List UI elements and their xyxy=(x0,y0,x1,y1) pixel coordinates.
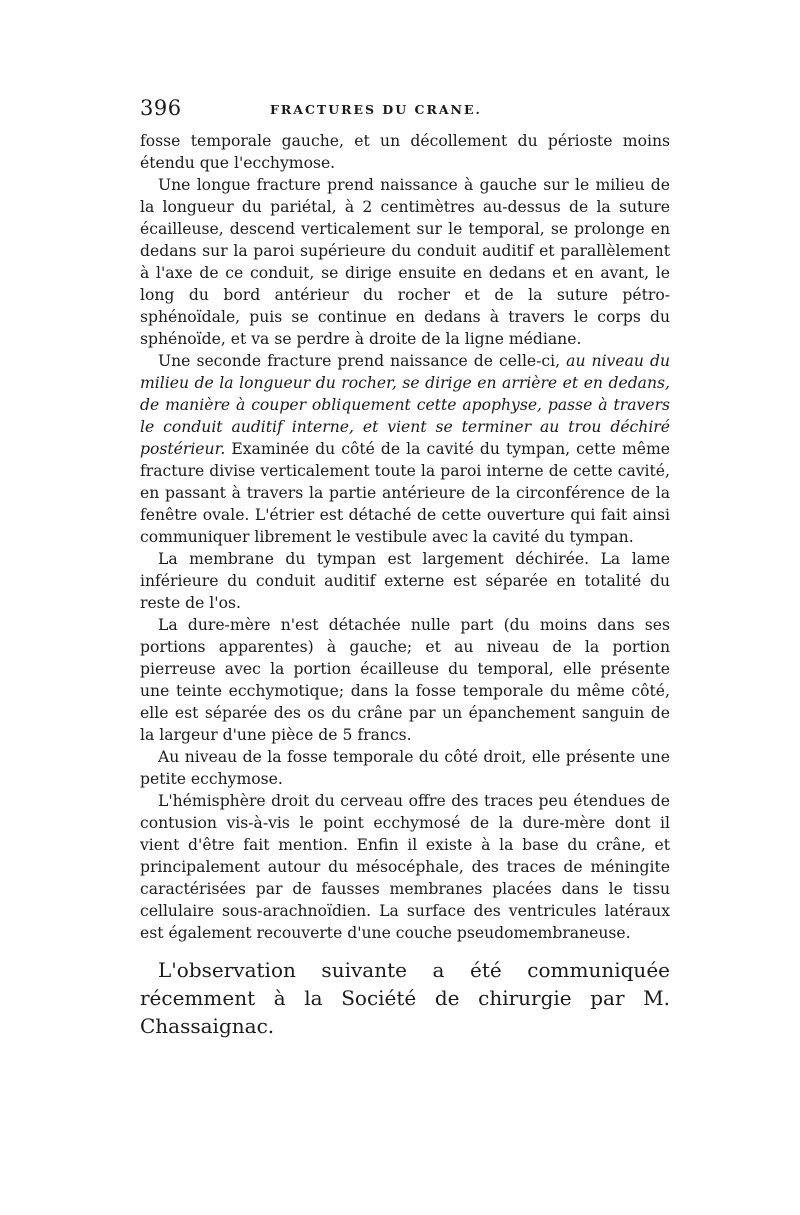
closing-paragraph: L'observation suivante a été communiquée récemment à la Société de chirurgie par M. Chassaignac. xyxy=(140,958,670,1038)
running-title: FRACTURES DU CRANE. xyxy=(270,102,482,117)
paragraph-right-fossa: Au niveau de la fosse temporale du côté droit, elle présente une petite ecchymose. xyxy=(140,748,670,788)
paragraph-hemisphere: L'hémisphère droit du cerveau offre des traces peu étendues de contusion vis-à-vis le point ecchymosé de la dure-mère dont il vient d'être fait mention. Enfin il existe à la base du crâne, et principalement autour du mésocéphale, des traces de méningite caractérisées par de fausses membranes placées dans le tissu cellulaire sous-arachnoïdien. La surface des ventricules latéraux est également recouverte d'une couche pseudomembraneuse. xyxy=(140,792,670,942)
paragraph-second-fracture-start: Une seconde fracture prend naissance de celle-ci, xyxy=(158,352,567,370)
paragraph-continuation: fosse temporale gauche, et un décollement du périoste moins étendu que l'ecchymose. xyxy=(140,132,670,172)
running-head xyxy=(140,96,670,130)
paragraph-dure-mere: La dure-mère n'est détachée nulle part (du moins dans ses portions apparentes) à gauche; et au niveau de la portion pierreuse avec la portion écailleuse du temporal, elle présente une teinte ecchymotique; dans la fosse temporale du même côté, elle est séparée des os du crâne par un épanchement sanguin de la largeur d'une pièce de 5 francs. xyxy=(140,616,670,744)
paragraph-first-fracture: Une longue fracture prend naissance à gauche sur le milieu de la longueur du pariétal, à 2 centimètres au-dessus de la suture écailleuse, descend verticalement sur le temporal, se prolonge en dedans sur la paroi supérieure du conduit auditif et parallèlement à l'axe de ce conduit, se dirige ensuite en dedans et en avant, le long du bord antérieur du rocher et de la suture pétro-sphénoïdale, puis se continue en dedans à travers le corps du sphénoïde, et va se perdre à droite de la ligne médiane. xyxy=(140,176,670,348)
page-number: 396 xyxy=(140,96,182,120)
body-text xyxy=(140,130,670,944)
paragraph-second-fracture-italic: au niveau du milieu de la longueur du rocher, se dirige en arrière et en dedans, de manière à couper obliquement cette apophyse, passe à travers le conduit auditif interne, et vient se terminer au trou déchiré postérieur. xyxy=(140,352,670,458)
book-page xyxy=(140,96,670,1060)
paragraph-second-fracture xyxy=(140,350,670,548)
paragraph-second-fracture-end: Examinée du côté de la cavité du tympan, cette même fracture divise verticalement toute la paroi interne de cette cavité, en passant à travers la partie antérieure de la circonférence de la fenêtre ovale. L'étrier est détaché de cette ouverture qui fait ainsi communiquer librement le vestibule avec la cavité du tympan. xyxy=(140,440,670,546)
paragraph-tympan: La membrane du tympan est largement déchirée. La lame inférieure du conduit auditif externe est séparée en totalité du reste de l'os. xyxy=(140,550,670,612)
